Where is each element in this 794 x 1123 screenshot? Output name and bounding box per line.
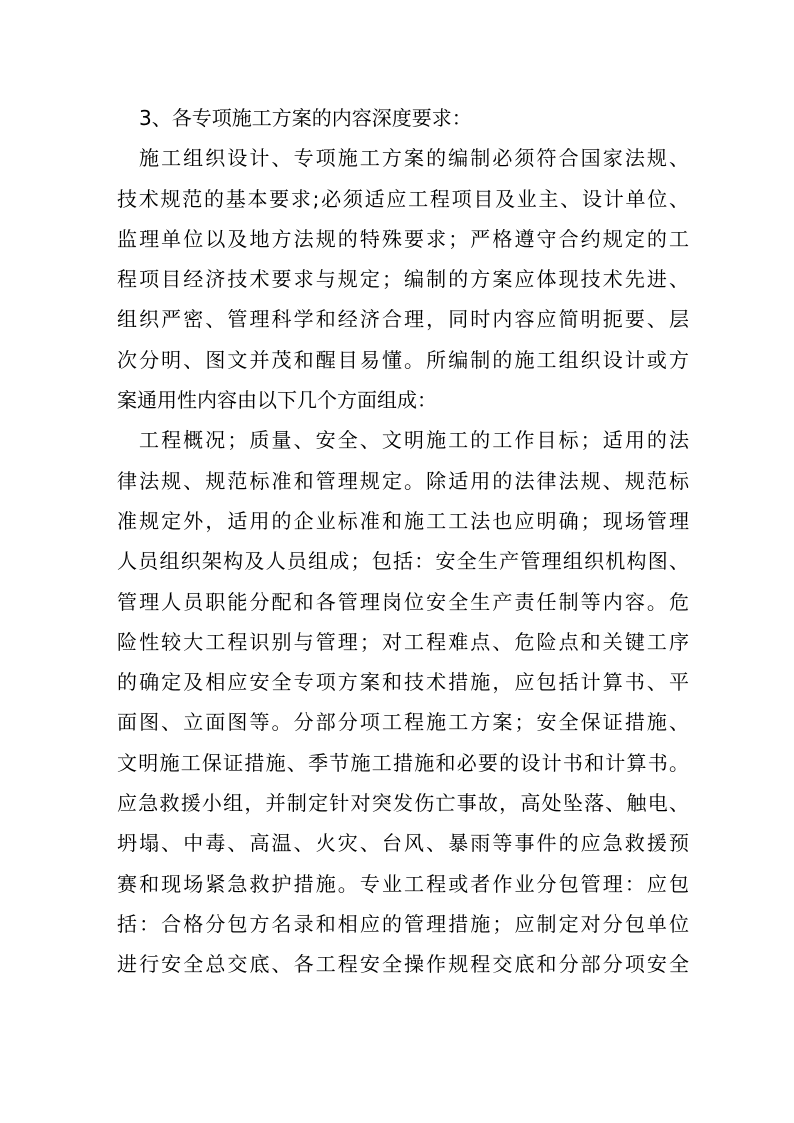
text-line: 坍塌、中毒、高温、火灾、台风、暴雨等事件的应急救援预 [117, 831, 689, 856]
text-line: 赛和现场紧急救护措施。专业工程或者作业分包管理：应包 [117, 871, 689, 896]
text-line: 律法规、规范标准和管理规定。除适用的法律法规、规范标 [117, 468, 689, 493]
text-line: 应急救援小组，并制定针对突发伤亡事故，高处坠落、触电、 [117, 791, 689, 816]
text-line: 施工组织设计、专项施工方案的编制必须符合国家法规、 [139, 146, 689, 171]
text-line: 技术规范的基本要求;必须适应工程项目及业主、设计单位、 [117, 186, 689, 211]
section-heading: 3、各专项施工方案的内容深度要求： [139, 106, 472, 130]
paragraph-1 [117, 138, 689, 420]
text-line: 险性较大工程识别与管理；对工程难点、危险点和关键工序 [117, 629, 689, 654]
text-line: 管理人员职能分配和各管理岗位安全生产责任制等内容。危 [117, 589, 689, 614]
text-line: 进行安全总交底、各工程安全操作规程交底和分部分项安全 [117, 952, 689, 977]
text-line: 面图、立面图等。分部分项工程施工方案；安全保证措施、 [117, 710, 689, 735]
text-line: 的确定及相应安全专项方案和技术措施，应包括计算书、平 [117, 670, 689, 695]
text-line: 人员组织架构及人员组成；包括：安全生产管理组织机构图、 [117, 549, 689, 574]
text-line: 工程概况；质量、安全、文明施工的工作目标；适用的法 [139, 428, 689, 453]
text-line: 准规定外，适用的企业标准和施工工法也应明确；现场管理 [117, 508, 689, 533]
text-line: 组织严密、管理科学和经济合理，同时内容应简明扼要、层 [117, 307, 689, 332]
text-line: 括：合格分包方名录和相应的管理措施；应制定对分包单位 [117, 911, 689, 936]
text-line: 文明施工保证措施、季节施工措施和必要的设计书和计算书。 [117, 750, 689, 775]
document-body [117, 98, 689, 985]
text-line: 监理单位以及地方法规的特殊要求；严格遵守合约规定的工 [117, 226, 689, 251]
text-line: 次分明、图文并茂和醒目易懂。所编制的施工组织设计或方 [117, 347, 689, 372]
paragraph-2 [117, 420, 689, 984]
text-line: 程项目经济技术要求与规定；编制的方案应体现技术先进、 [117, 267, 689, 292]
text-line: 案通用性内容由以下几个方面组成： [117, 388, 437, 413]
